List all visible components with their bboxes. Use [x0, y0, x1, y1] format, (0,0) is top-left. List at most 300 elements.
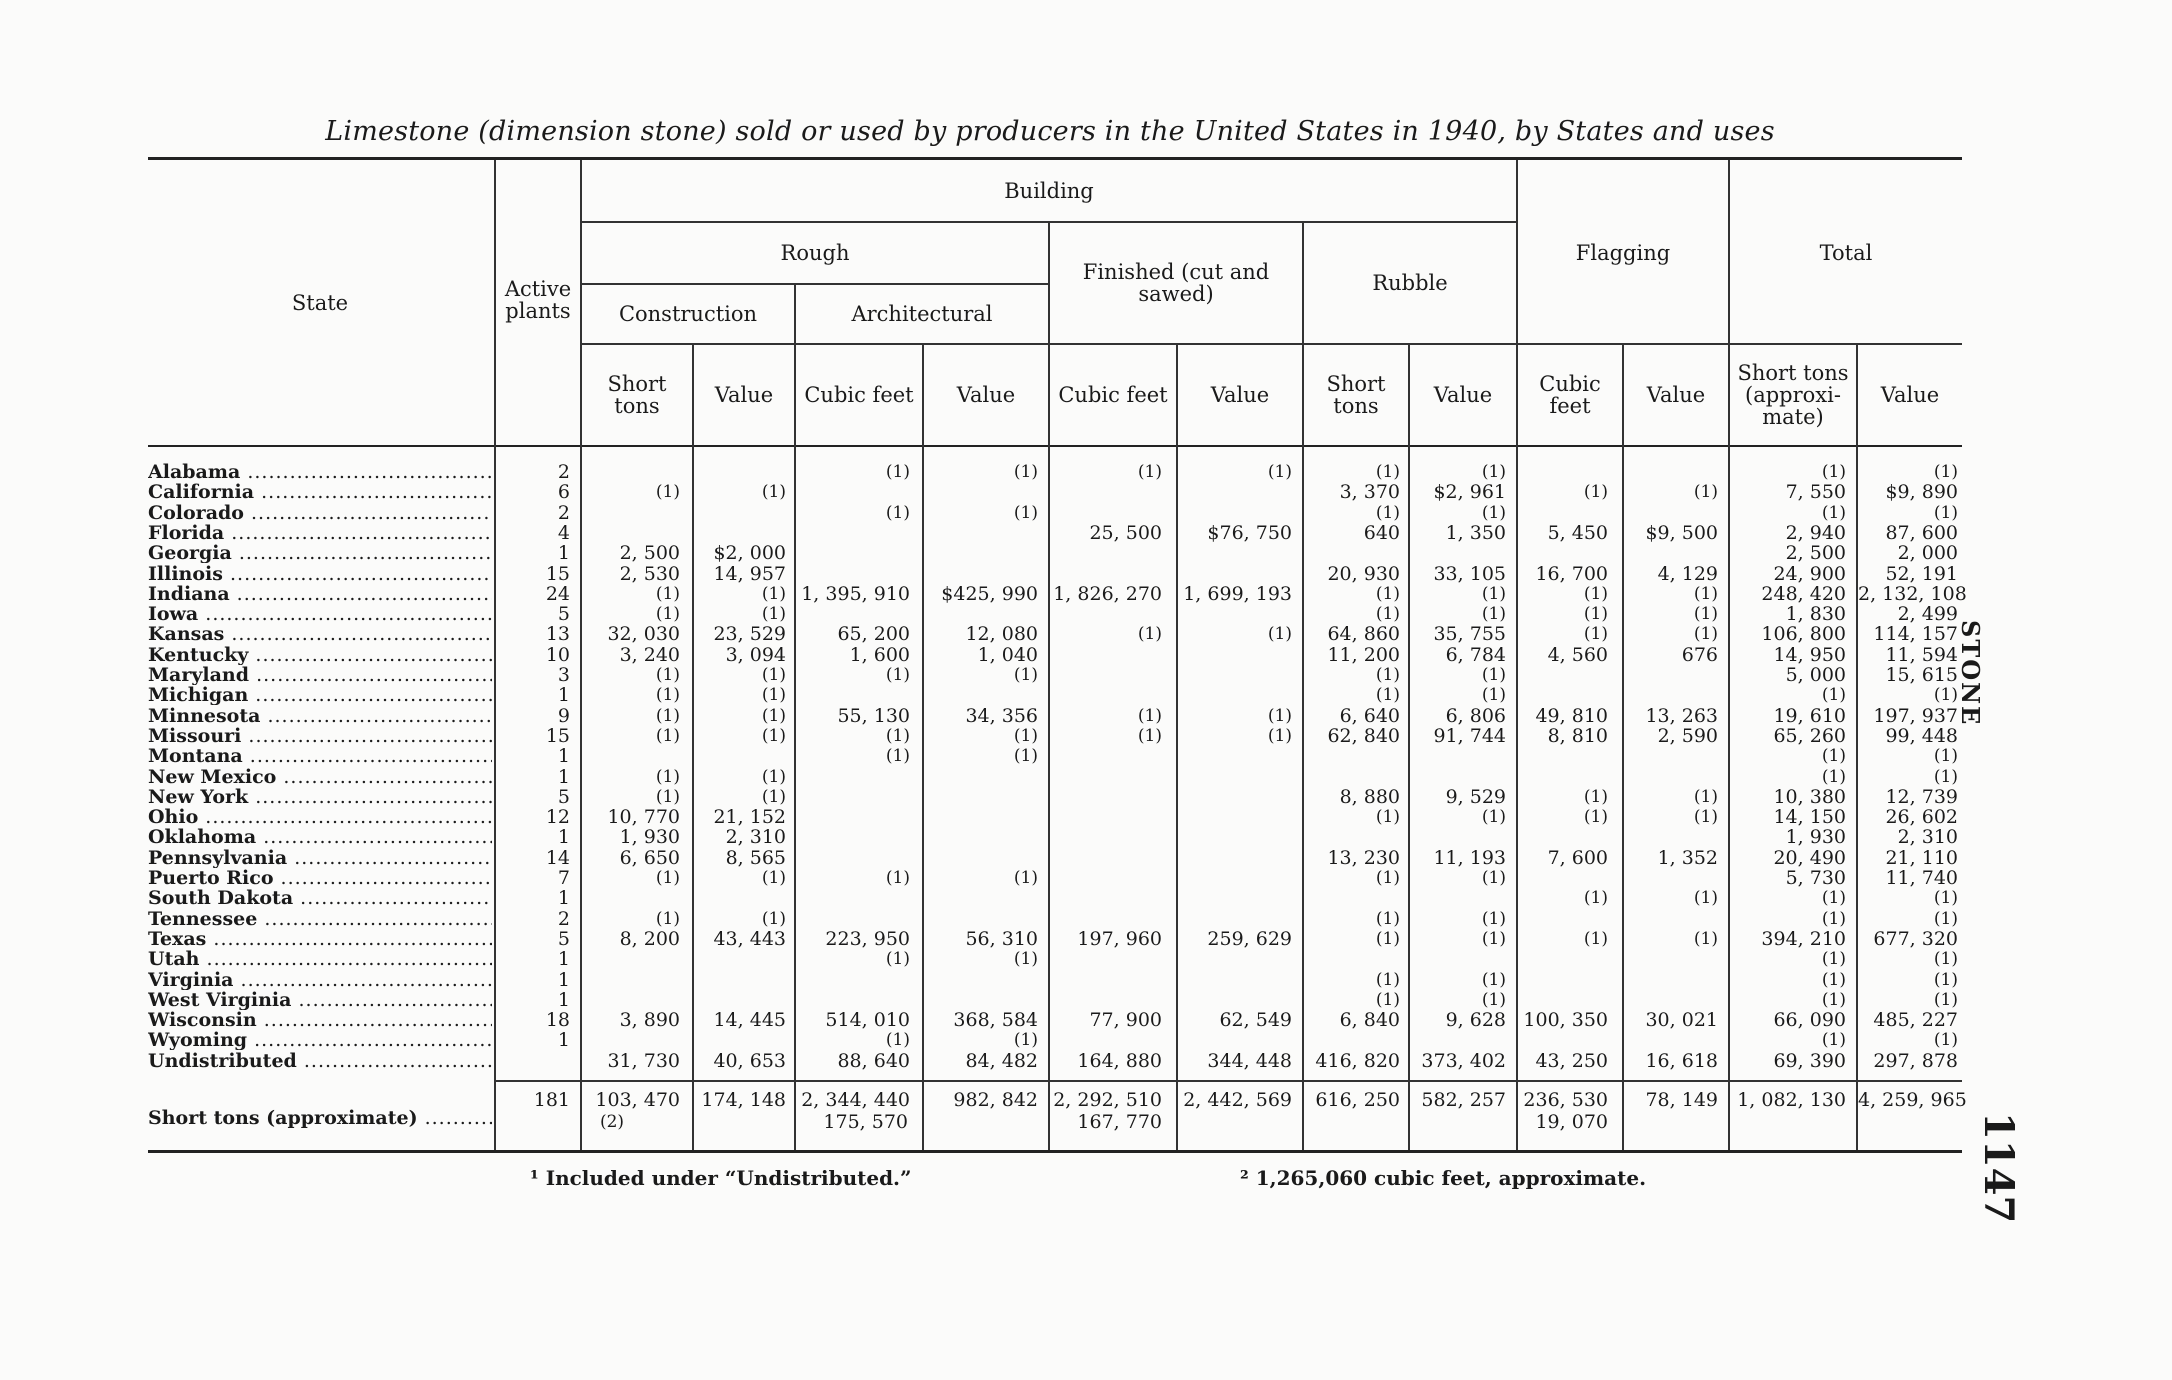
table-cell: (1): [761, 868, 786, 888]
table-cell: 15, 615: [1885, 664, 1958, 686]
table-cell: (1): [1693, 624, 1718, 645]
table-cell: (1): [1375, 908, 1400, 929]
table-row: [0, 604, 2000, 624]
table-title: Limestone (dimension stone) sold or used by producers in the United States in 1940, by States and uses: [325, 116, 1775, 147]
table-cell: 1: [557, 1029, 570, 1052]
architectural-cubic-feet: 175, 570: [823, 1111, 908, 1133]
table-cell: 21, 110: [1885, 846, 1958, 869]
state-name: Utah .....: [148, 949, 492, 969]
header-total: Total: [1819, 240, 1873, 265]
table-cell: (1): [1481, 502, 1506, 523]
table-cell: (1): [1583, 888, 1608, 909]
table-cell: (1): [1481, 969, 1506, 990]
table-cell: (1): [1137, 624, 1162, 645]
table-cell: $9, 500: [1645, 521, 1718, 544]
table-cell: (1): [1933, 949, 1958, 970]
table-cell: 2, 940: [1785, 521, 1846, 544]
total-cell: 236, 530: [1523, 1089, 1608, 1111]
table-cell: 164, 880: [1077, 1049, 1162, 1072]
table-cell: 197, 937: [1873, 704, 1958, 727]
table-cell: 394, 210: [1761, 927, 1846, 950]
table-cell: (1): [1821, 462, 1846, 482]
table-cell: 18: [545, 1009, 570, 1032]
table-cell: (1): [1583, 928, 1608, 949]
table-cell: 35, 755: [1433, 623, 1506, 646]
state-name: Montana .....: [148, 746, 492, 766]
table-row: [0, 949, 2000, 969]
table-row: [0, 706, 2000, 726]
table-cell: 88, 640: [837, 1049, 910, 1072]
table-cell: 1: [557, 988, 570, 1011]
table-cell: 24: [545, 582, 570, 605]
header-active-plants: Active plants: [504, 277, 572, 323]
table-cell: 9, 628: [1445, 1009, 1506, 1032]
table-cell: (1): [761, 725, 786, 746]
table-row: [0, 482, 2000, 502]
table-cell: 14, 950: [1773, 643, 1846, 666]
table-cell: 32, 030: [607, 623, 680, 646]
table-cell: (1): [655, 766, 680, 787]
table-cell: 514, 010: [825, 1009, 910, 1032]
table-cell: 1: [557, 826, 570, 849]
table-cell: (1): [1375, 685, 1400, 706]
table-cell: 114, 157: [1873, 623, 1958, 646]
table-cell: 14, 445: [713, 1009, 786, 1032]
header-construction: Construction: [618, 302, 758, 326]
table-cell: 52, 191: [1885, 562, 1958, 585]
table-cell: 5: [557, 785, 570, 808]
table-cell: 373, 402: [1421, 1049, 1506, 1072]
table-cell: 20, 930: [1327, 562, 1400, 585]
table-cell: 49, 810: [1535, 704, 1608, 727]
table-cell: 8, 810: [1547, 724, 1608, 747]
table-cell: (1): [885, 949, 910, 970]
table-cell: 2: [557, 501, 570, 524]
table-cell: 11, 594: [1885, 643, 1958, 666]
table-cell: 8, 880: [1339, 785, 1400, 808]
total-cell: 2, 344, 440: [801, 1089, 910, 1111]
table-cell: 259, 629: [1207, 927, 1292, 950]
table-cell: 6, 640: [1339, 704, 1400, 727]
table-cell: 11, 740: [1885, 867, 1958, 889]
subheader-short-tons: Short tons: [1326, 372, 1386, 418]
table-cell: 1: [557, 542, 570, 565]
table-row: [0, 909, 2000, 929]
table-cell: (1): [1013, 1030, 1038, 1051]
table-cell: 6: [557, 481, 570, 504]
table-cell: (1): [1375, 502, 1400, 523]
table-row: [0, 848, 2000, 868]
table-cell: 4: [557, 521, 570, 544]
table-cell: 16, 618: [1645, 1049, 1718, 1072]
state-name: Maryland .....: [148, 665, 492, 685]
table-cell: 12, 080: [965, 623, 1038, 646]
table-cell: (1): [1933, 746, 1958, 767]
table-cell: 368, 584: [953, 1009, 1038, 1032]
table-cell: (1): [1821, 1030, 1846, 1051]
total-cell: 181: [533, 1089, 570, 1111]
table-cell: (1): [1013, 665, 1038, 685]
table-cell: (1): [1693, 786, 1718, 807]
table-cell: (1): [655, 482, 680, 503]
table-cell: (1): [1583, 482, 1608, 503]
table-cell: 1, 600: [849, 643, 910, 666]
table-cell: 5, 000: [1785, 664, 1846, 686]
table-cell: (1): [655, 725, 680, 746]
table-row: [0, 462, 2000, 482]
subheader-value: Value: [1646, 383, 1706, 407]
table-cell: (1): [1933, 766, 1958, 787]
flagging-cubic-feet: 19, 070: [1535, 1111, 1608, 1133]
table-cell: (1): [1821, 888, 1846, 909]
section-heading: STONE: [1956, 620, 1985, 727]
total-cell: 174, 148: [701, 1089, 786, 1111]
state-name: Wisconsin .....: [148, 1010, 492, 1030]
table-cell: (1): [1583, 807, 1608, 828]
table-cell: (1): [655, 786, 680, 807]
table-cell: 5, 450: [1547, 521, 1608, 544]
table-cell: 43, 250: [1535, 1049, 1608, 1072]
state-name: Oklahoma .....: [148, 827, 492, 847]
table-cell: 19, 610: [1773, 704, 1846, 727]
table-cell: (1): [1933, 908, 1958, 929]
table-cell: (1): [1481, 928, 1506, 949]
table-cell: (1): [1933, 969, 1958, 990]
table-cell: (1): [1013, 502, 1038, 523]
table-cell: (1): [885, 1030, 910, 1051]
state-name: Florida .....: [148, 523, 492, 543]
table-cell: (1): [1933, 462, 1958, 482]
table-cell: 12, 739: [1885, 785, 1958, 808]
table-cell: 2, 000: [1897, 542, 1958, 565]
table-row: [0, 645, 2000, 665]
table-cell: 1: [557, 765, 570, 788]
table-cell: 9: [557, 704, 570, 727]
table-cell: (1): [1481, 868, 1506, 888]
total-cell: 1, 082, 130: [1737, 1089, 1846, 1111]
state-name: Kentucky .....: [148, 645, 492, 665]
table-cell: 11, 200: [1327, 643, 1400, 666]
table-cell: 297, 878: [1873, 1049, 1958, 1072]
construction-footnote: (2): [599, 1112, 625, 1132]
table-cell: (1): [761, 665, 786, 685]
table-row: [0, 564, 2000, 584]
table-cell: (1): [655, 685, 680, 706]
table-cell: 14, 957: [713, 562, 786, 585]
table-cell: 56, 310: [965, 927, 1038, 950]
table-cell: (1): [1375, 604, 1400, 625]
table-cell: (1): [1137, 705, 1162, 726]
table-cell: 7: [557, 867, 570, 889]
table-cell: $2, 000: [713, 542, 786, 565]
table-cell: (1): [655, 705, 680, 726]
state-name: Iowa .....: [148, 604, 492, 624]
table-cell: (1): [761, 604, 786, 625]
table-cell: 3, 890: [619, 1009, 680, 1032]
table-cell: (1): [1481, 908, 1506, 929]
table-cell: (1): [1693, 807, 1718, 828]
table-cell: (1): [1375, 665, 1400, 685]
table-cell: (1): [1933, 888, 1958, 909]
state-name: Alabama .....: [148, 462, 492, 482]
table-cell: 106, 800: [1761, 623, 1846, 646]
table-row: [0, 543, 2000, 563]
table-cell: (1): [1375, 989, 1400, 1010]
total-row-second-line: [0, 1112, 2000, 1132]
table-cell: 23, 529: [713, 623, 786, 646]
total-cell: 2, 292, 510: [1053, 1089, 1162, 1111]
table-cell: (1): [1481, 665, 1506, 685]
table-row: [0, 1030, 2000, 1050]
table-row: [0, 868, 2000, 888]
table-cell: (1): [1267, 624, 1292, 645]
table-cell: 6, 784: [1445, 643, 1506, 666]
state-name: Puerto Rico .....: [148, 868, 492, 888]
table-cell: 5, 730: [1785, 867, 1846, 889]
table-cell: (1): [885, 462, 910, 482]
table-cell: (1): [1013, 462, 1038, 482]
table-cell: 3, 094: [725, 643, 786, 666]
table-cell: (1): [1583, 604, 1608, 625]
table-cell: 62, 549: [1219, 1009, 1292, 1032]
table-cell: 26, 602: [1885, 806, 1958, 829]
state-name: Texas .....: [148, 929, 492, 949]
state-name: Virginia .....: [148, 970, 492, 990]
table-cell: 3, 370: [1339, 481, 1400, 504]
table-cell: (1): [1821, 969, 1846, 990]
header-finished: Finished (cut and sawed): [1082, 260, 1270, 306]
state-name: Missouri .....: [148, 726, 492, 746]
table-cell: 13, 230: [1327, 846, 1400, 869]
table-cell: (1): [1481, 583, 1506, 604]
table-row: [0, 807, 2000, 827]
table-cell: (1): [655, 604, 680, 625]
table-cell: (1): [655, 665, 680, 685]
table-cell: 1, 350: [1445, 521, 1506, 544]
footnote-2: ² 1,265,060 cubic feet, approximate.: [1240, 1166, 1647, 1190]
table-cell: (1): [1933, 1030, 1958, 1051]
table-cell: 344, 448: [1207, 1049, 1292, 1072]
table-cell: (1): [1481, 807, 1506, 828]
table-cell: 1: [557, 968, 570, 991]
finished-cubic-feet: 167, 770: [1077, 1111, 1162, 1133]
table-cell: 2, 500: [1785, 542, 1846, 565]
state-name: Undistributed .....: [148, 1051, 492, 1071]
table-cell: (1): [1267, 725, 1292, 746]
table-cell: 6, 840: [1339, 1009, 1400, 1032]
table-cell: 91, 744: [1433, 724, 1506, 747]
table-cell: 1: [557, 948, 570, 971]
table-cell: (1): [885, 725, 910, 746]
total-cell: 982, 842: [953, 1089, 1038, 1111]
table-cell: 65, 200: [837, 623, 910, 646]
state-name: Michigan .....: [148, 685, 492, 705]
header-state: State: [291, 290, 349, 315]
subheader-value: Value: [1210, 383, 1270, 407]
table-cell: (1): [1693, 583, 1718, 604]
footnote-1: ¹ Included under “Undistributed.”: [530, 1166, 912, 1190]
table-row: [0, 970, 2000, 990]
subheader-cubic-feet: Cubic feet: [1058, 383, 1168, 407]
table-cell: 1, 040: [977, 643, 1038, 666]
subheader-short-tons: Short tons: [607, 372, 667, 418]
table-cell: 13: [545, 623, 570, 646]
table-cell: 6, 650: [619, 846, 680, 869]
table-cell: (1): [1583, 624, 1608, 645]
table-cell: (1): [1375, 807, 1400, 828]
table-cell: 8, 200: [619, 927, 680, 950]
table-cell: 43, 443: [713, 927, 786, 950]
table-cell: 2, 310: [1897, 826, 1958, 849]
table-cell: (1): [1267, 705, 1292, 726]
table-cell: 14, 150: [1773, 806, 1846, 829]
state-name: Colorado .....: [148, 503, 492, 523]
table-cell: 100, 350: [1523, 1009, 1608, 1032]
table-cell: (1): [1013, 725, 1038, 746]
table-cell: 1, 352: [1657, 846, 1718, 869]
table-cell: 8, 565: [725, 846, 786, 869]
state-name: New Mexico .....: [148, 767, 492, 787]
state-name: Indiana .....: [148, 584, 492, 604]
table-row: [0, 584, 2000, 604]
table-cell: 21, 152: [713, 806, 786, 829]
table-cell: 15: [545, 724, 570, 747]
table-cell: (1): [1583, 583, 1608, 604]
table-cell: 2: [557, 907, 570, 930]
header-building: Building: [1004, 178, 1094, 203]
table-cell: (1): [1267, 462, 1292, 482]
table-cell: (1): [761, 583, 786, 604]
table-cell: 24, 900: [1773, 562, 1846, 585]
table-cell: (1): [1693, 604, 1718, 625]
table-cell: (1): [1821, 989, 1846, 1010]
table-cell: 3, 240: [619, 643, 680, 666]
table-row: [0, 523, 2000, 543]
table-cell: 31, 730: [607, 1049, 680, 1072]
total-row-values: [0, 1090, 2000, 1110]
table-cell: 9, 529: [1445, 785, 1506, 808]
table-row: [0, 990, 2000, 1010]
table-cell: (1): [1375, 928, 1400, 949]
table-row: [0, 767, 2000, 787]
table-cell: (1): [1375, 868, 1400, 888]
table-cell: 3: [557, 664, 570, 686]
table-cell: (1): [1375, 462, 1400, 482]
table-cell: 6, 806: [1445, 704, 1506, 727]
page-number: 1147: [1975, 1112, 2022, 1224]
table-cell: 4, 560: [1547, 643, 1608, 666]
state-name: Tennessee .....: [148, 909, 492, 929]
table-cell: (1): [761, 482, 786, 503]
header-rough: Rough: [780, 241, 850, 265]
total-cell: 4, 259, 965: [1858, 1089, 1967, 1111]
state-name: Pennsylvania .....: [148, 848, 492, 868]
table-cell: (1): [1933, 989, 1958, 1010]
table-cell: (1): [1137, 462, 1162, 482]
table-cell: (1): [1481, 604, 1506, 625]
header-rule: [148, 445, 1962, 447]
table-cell: 87, 600: [1885, 521, 1958, 544]
table-cell: (1): [655, 583, 680, 604]
table-cell: (1): [1375, 583, 1400, 604]
table-cell: 14: [545, 846, 570, 869]
table-cell: 34, 356: [965, 704, 1038, 727]
header-architectural: Architectural: [851, 302, 993, 326]
table-cell: (1): [1821, 685, 1846, 706]
table-cell: (1): [761, 685, 786, 706]
table-row: [0, 1010, 2000, 1030]
table-cell: (1): [1375, 969, 1400, 990]
table-cell: 2, 590: [1657, 724, 1718, 747]
table-cell: (1): [1821, 746, 1846, 767]
table-cell: (1): [1481, 462, 1506, 482]
table-cell: 62, 840: [1327, 724, 1400, 747]
state-name: Wyoming .....: [148, 1030, 492, 1050]
table-cell: (1): [1933, 502, 1958, 523]
table-cell: 2: [557, 461, 570, 483]
table-row: [0, 665, 2000, 685]
subheader-value: Value: [714, 383, 774, 407]
table-cell: 40, 653: [713, 1049, 786, 1072]
state-name: Ohio .....: [148, 807, 492, 827]
table-cell: (1): [885, 746, 910, 767]
table-cell: 13, 263: [1645, 704, 1718, 727]
table-row: [0, 726, 2000, 746]
state-name: West Virginia .....: [148, 990, 492, 1010]
table-cell: 676: [1681, 643, 1718, 666]
subheader-cubic-feet: Cubic feet: [1539, 372, 1601, 418]
header-rubble: Rubble: [1372, 271, 1448, 295]
header-flagging: Flagging: [1575, 240, 1671, 265]
table-cell: (1): [885, 502, 910, 523]
table-cell: (1): [1013, 746, 1038, 767]
table-cell: (1): [1693, 928, 1718, 949]
table-cell: (1): [885, 665, 910, 685]
table-cell: 66, 090: [1773, 1009, 1846, 1032]
table-cell: 25, 500: [1089, 521, 1162, 544]
table-row: [0, 929, 2000, 949]
table-cell: $9, 890: [1885, 481, 1958, 504]
total-cell: 78, 149: [1645, 1089, 1718, 1111]
table-cell: 10: [545, 643, 570, 666]
subheader-total-short-tons: Short tons (approxi- mate): [1737, 361, 1849, 429]
table-cell: (1): [1933, 685, 1958, 706]
table-cell: 1, 826, 270: [1053, 582, 1162, 605]
total-cell: 103, 470: [595, 1089, 680, 1111]
state-name: Georgia .....: [148, 543, 492, 563]
table-cell: 64, 860: [1327, 623, 1400, 646]
table-cell: 248, 420: [1761, 582, 1846, 605]
table-cell: 5: [557, 603, 570, 626]
table-cell: 69, 390: [1773, 1049, 1846, 1072]
table-cell: (1): [885, 868, 910, 888]
table-cell: (1): [761, 705, 786, 726]
table-cell: 2, 499: [1897, 603, 1958, 626]
state-name: Illinois .....: [148, 564, 492, 584]
table-row: [0, 787, 2000, 807]
total-cell: 2, 442, 569: [1183, 1089, 1292, 1111]
total-cell: 582, 257: [1421, 1089, 1506, 1111]
table-cell: 77, 900: [1089, 1009, 1162, 1032]
table-cell: 65, 260: [1773, 724, 1846, 747]
table-cell: 1, 395, 910: [801, 582, 910, 605]
subheader-value: Value: [956, 383, 1016, 407]
table-row: [0, 888, 2000, 908]
table-row: [0, 685, 2000, 705]
table-cell: 640: [1363, 521, 1400, 544]
table-cell: 11, 193: [1433, 846, 1506, 869]
table-cell: 5: [557, 927, 570, 950]
